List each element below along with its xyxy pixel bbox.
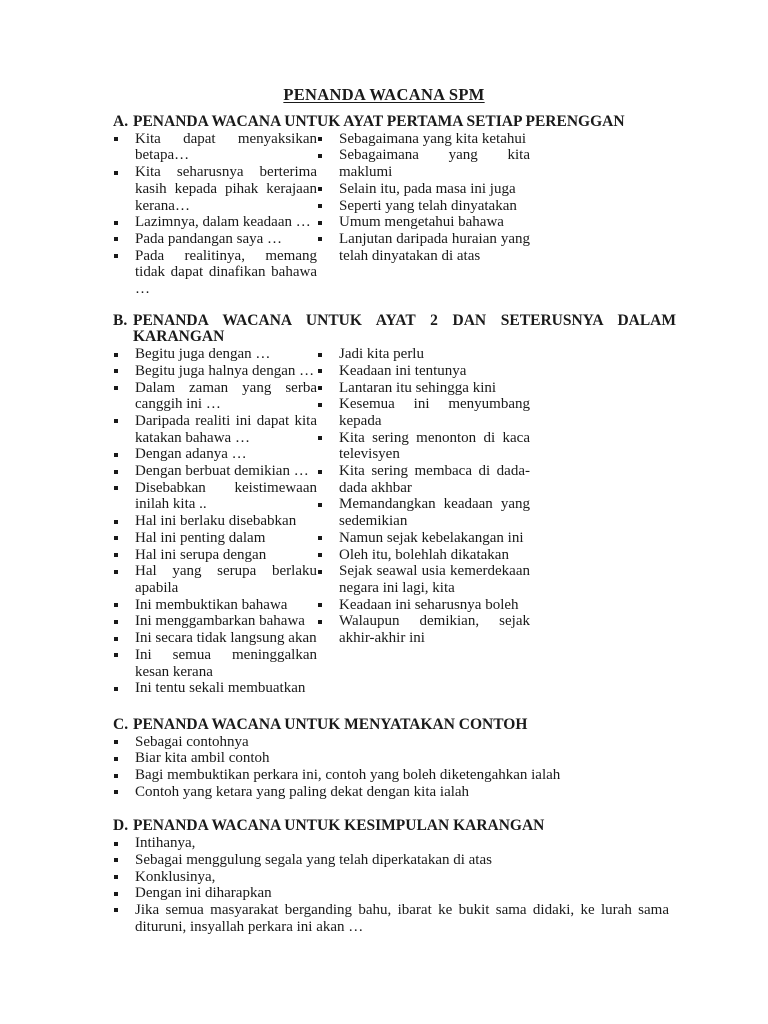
- list-item: Dengan ini diharapkan: [113, 885, 669, 902]
- section-a-heading: [113, 114, 676, 131]
- list-item: Kita sering menonton di kaca televisyen: [317, 430, 530, 463]
- section-d-heading: [113, 818, 676, 835]
- list-item: Kita seharusnya berterima kasih kepada pihak kerajaan kerana…: [113, 164, 317, 214]
- list-item: Konklusinya,: [113, 869, 669, 886]
- list-item: Sebagai contohnya: [113, 734, 646, 751]
- section-c-heading-line: [113, 717, 676, 734]
- list-item: Hal yang serupa berlaku apabila: [113, 563, 317, 596]
- section-c-letter: C.: [113, 715, 129, 733]
- list-item: Bagi membuktikan perkara ini, contoh yang boleh diketengahkan ialah: [113, 767, 646, 784]
- section-a-heading-text: PENANDA WACANA UNTUK AYAT PERTAMA SETIAP PERENGGAN: [133, 113, 625, 130]
- list-item: Sebagai menggulung segala yang telah diperkatakan di atas: [113, 852, 669, 869]
- list-item: Lazimnya, dalam keadaan …: [113, 214, 317, 231]
- section-b-heading: [113, 313, 676, 346]
- section-b-right-list: [317, 346, 530, 647]
- section-d-list: [113, 835, 669, 935]
- list-item: Sejak seawal usia kemerdekaan negara ini lagi, kita: [317, 563, 530, 596]
- list-item: Pada realitinya, memang tidak dapat dinafikan bahawa …: [113, 248, 317, 298]
- list-item: Walaupun demikian, sejak akhir-akhir ini: [317, 613, 530, 646]
- section-b: [113, 313, 676, 697]
- section-a-right-list: [317, 131, 530, 265]
- section-c: [113, 717, 676, 801]
- list-item: Kita sering membaca di dada-dada akhbar: [317, 463, 530, 496]
- section-d-heading-line: [113, 818, 676, 835]
- list-item: Dengan adanya …: [113, 446, 317, 463]
- document-title: PENANDA WACANA SPM: [283, 85, 485, 104]
- list-item: Lanjutan daripada huraian yang telah dinyatakan di atas: [317, 231, 530, 264]
- list-item: Pada pandangan saya …: [113, 231, 317, 248]
- list-item: Namun sejak kebelakangan ini: [317, 530, 530, 547]
- list-item: Daripada realiti ini dapat kita katakan bahawa …: [113, 413, 317, 446]
- section-d: [113, 818, 676, 935]
- list-item: Seperti yang telah dinyatakan: [317, 198, 530, 215]
- section-b-heading-line-1: [113, 313, 676, 330]
- list-item: Kita dapat menyaksikan betapa…: [113, 131, 317, 164]
- list-item: Hal ini penting dalam: [113, 530, 317, 547]
- section-a: [113, 114, 676, 298]
- list-item: Ini secara tidak langsung akan: [113, 630, 317, 647]
- list-item: Disebabkan keistimewaan inilah kita ..: [113, 480, 317, 513]
- list-item: Sebagaimana yang kita maklumi: [317, 147, 530, 180]
- list-item: Begitu juga halnya dengan …: [113, 363, 317, 380]
- section-b-heading-text-1: PENANDA WACANA UNTUK AYAT 2 DAN SETERUSNYA DALAM: [133, 311, 676, 329]
- list-item: Memandangkan keadaan yang sedemikian: [317, 496, 530, 529]
- list-item: Hal ini berlaku disebabkan: [113, 513, 317, 530]
- list-item: Lantaran itu sehingga kini: [317, 380, 530, 397]
- section-c-list: [113, 734, 646, 801]
- list-item: Contoh yang ketara yang paling dekat dengan kita ialah: [113, 784, 646, 801]
- list-item: Ini membuktikan bahawa: [113, 597, 317, 614]
- section-c-heading-text: PENANDA WACANA UNTUK MENYATAKAN CONTOH: [133, 715, 528, 733]
- list-item: Intihanya,: [113, 835, 669, 852]
- list-item: Sebagaimana yang kita ketahui: [317, 131, 530, 148]
- list-item: Selain itu, pada masa ini juga: [317, 181, 530, 198]
- list-item: Hal ini serupa dengan: [113, 547, 317, 564]
- section-d-letter: D.: [113, 817, 129, 835]
- section-a-columns: [113, 131, 676, 298]
- list-item: Begitu juga dengan …: [113, 346, 317, 363]
- list-item: Keadaan ini tentunya: [317, 363, 530, 380]
- section-b-letter: B.: [113, 311, 128, 329]
- section-b-left-list: [113, 346, 317, 697]
- list-item: Ini menggambarkan bahawa: [113, 613, 317, 630]
- list-item: Biar kita ambil contoh: [113, 750, 646, 767]
- list-item: Dengan berbuat demikian …: [113, 463, 317, 480]
- list-item: Kesemua ini menyumbang kepada: [317, 396, 530, 429]
- section-c-heading: [113, 717, 676, 734]
- section-a-heading-line: [113, 114, 676, 131]
- section-a-letter: A.: [113, 113, 129, 130]
- list-item: Keadaan ini seharusnya boleh: [317, 597, 530, 614]
- list-item: Umum mengetahui bahawa: [317, 214, 530, 231]
- section-d-heading-text: PENANDA WACANA UNTUK KESIMPULAN KARANGAN: [133, 817, 545, 835]
- section-b-columns: [113, 346, 676, 697]
- list-item: Jadi kita perlu: [317, 346, 530, 363]
- list-item: Ini tentu sekali membuatkan: [113, 680, 317, 697]
- list-item: Oleh itu, bolehlah dikatakan: [317, 547, 530, 564]
- list-item: Jika semua masyarakat berganding bahu, ibarat ke bukit sama didaki, ke lurah sama dituruni, insyallah perkara ini akan …: [113, 902, 669, 935]
- list-item: Dalam zaman yang serba canggih ini …: [113, 380, 317, 413]
- section-a-left-list: [113, 131, 317, 298]
- list-item: Ini semua meninggalkan kesan kerana: [113, 647, 317, 680]
- section-b-heading-line-2: KARANGAN: [133, 328, 225, 346]
